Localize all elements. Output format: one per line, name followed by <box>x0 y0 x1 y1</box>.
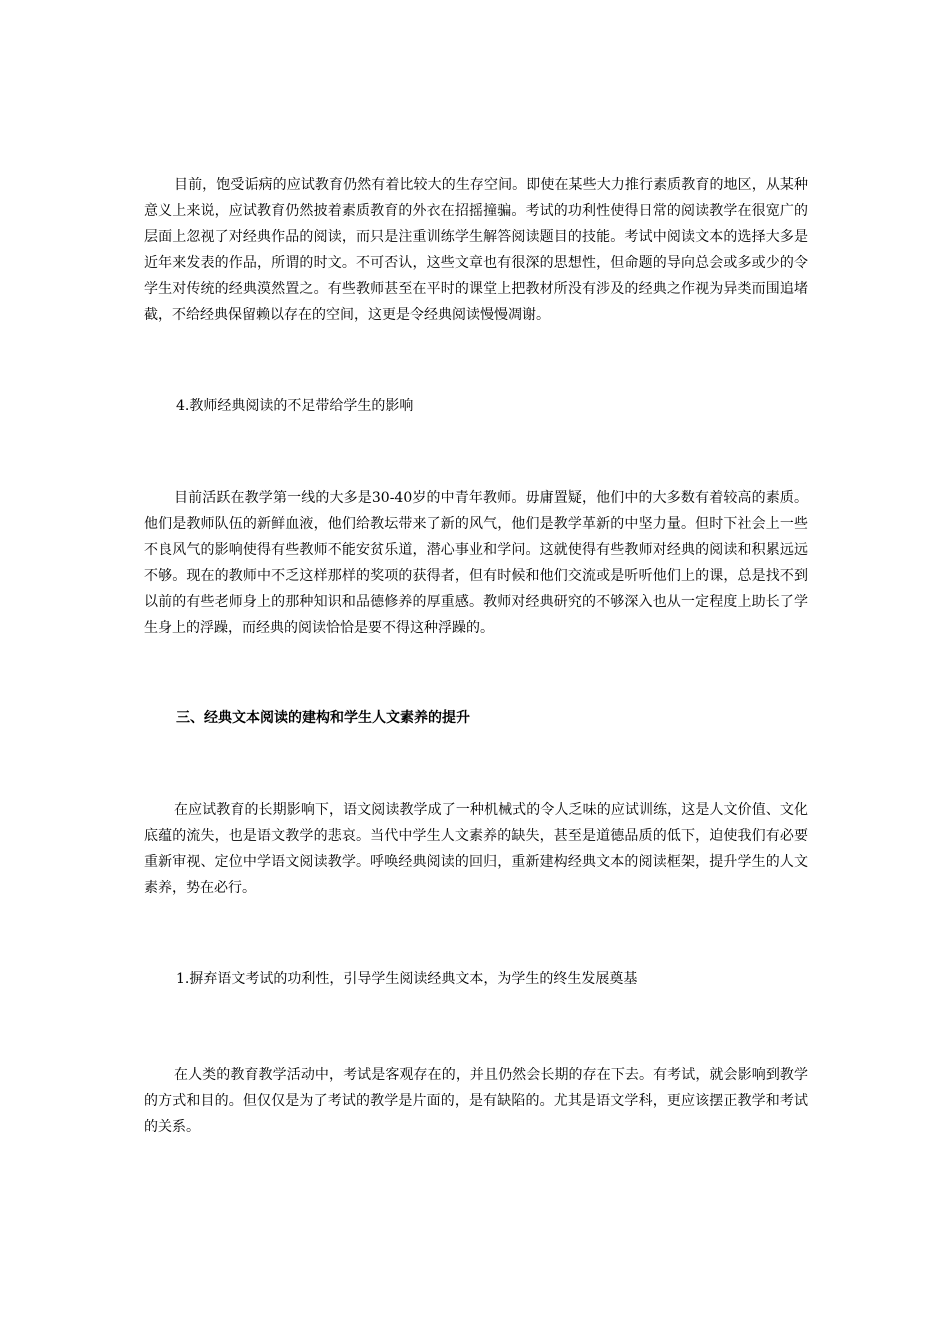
paragraph-exam-oriented-education: 目前，饱受诟病的应试教育仍然有着比较大的生存空间。即使在某些大力推行素质教育的地区，从某种意义上来说，应试教育仍然披着素质教育的外衣在招摇撞骗。考试的功利性使得日常的阅读教学在很宽广的层面上忽视了对经典作品的阅读，而只是注重训练学生解答阅读题目的技能。考试中阅读文本的选择大多是近年来发表的作品，所谓的时文。不可否认，这些文章也有很深的思想性，但命题的导向总会或多或少的令学生对传统的经典漠然置之。有些教师甚至在平时的课堂上把教材所没有涉及的经典之作视为异类而围追堵截，不给经典保留赖以存在的空间，这更是令经典阅读慢慢凋谢。 <box>144 177 808 323</box>
section-heading-three: 三、经典文本阅读的建构和学生人文素养的提升 <box>176 710 470 726</box>
subheading-abandon-utilitarianism: 1.摒弃语文考试的功利性，引导学生阅读经典文本，为学生的终生发展奠基 <box>176 971 638 987</box>
paragraph-exams-and-teaching: 在人类的教育教学活动中，考试是客观存在的，并且仍然会长期的存在下去。有考试，就会影响到教学的方式和目的。但仅仅是为了考试的教学是片面的，是有缺陷的。尤其是语文学科，更应该摆正教学和考试的关系。 <box>144 1067 808 1135</box>
paragraph-reading-reconstruction: 在应试教育的长期影响下，语文阅读教学成了一种机械式的令人乏味的应试训练，这是人文价值、文化底蕴的流失，也是语文教学的悲哀。当代中学生人文素养的缺失，甚至是道德品质的低下，迫使我们有必要重新审视、定位中学语文阅读教学。呼唤经典阅读的回归，重新建构经典文本的阅读框架，提升学生的人文素养，势在必行。 <box>144 802 808 896</box>
subheading-teacher-reading: 4.教师经典阅读的不足带给学生的影响 <box>176 398 414 414</box>
paragraph-young-teachers: 目前活跃在教学第一线的大多是30-40岁的中青年教师。毋庸置疑，他们中的大多数有着较高的素质。他们是教师队伍的新鲜血液，他们给教坛带来了新的风气，他们是教学革新的中坚力量。但时下社会上一些不良风气的影响使得有些教师不能安贫乐道，潜心事业和学问。这就使得有些教师对经典的阅读和积累远远不够。现在的教师中不乏这样那样的奖项的获得者，但有时候和他们交流或是听听他们上的课，总是找不到以前的有些老师身上的那种知识和品德修养的厚重感。教师对经典研究的不够深入也从一定程度上助长了学生身上的浮躁，而经典的阅读恰恰是要不得这种浮躁的。 <box>144 490 808 636</box>
